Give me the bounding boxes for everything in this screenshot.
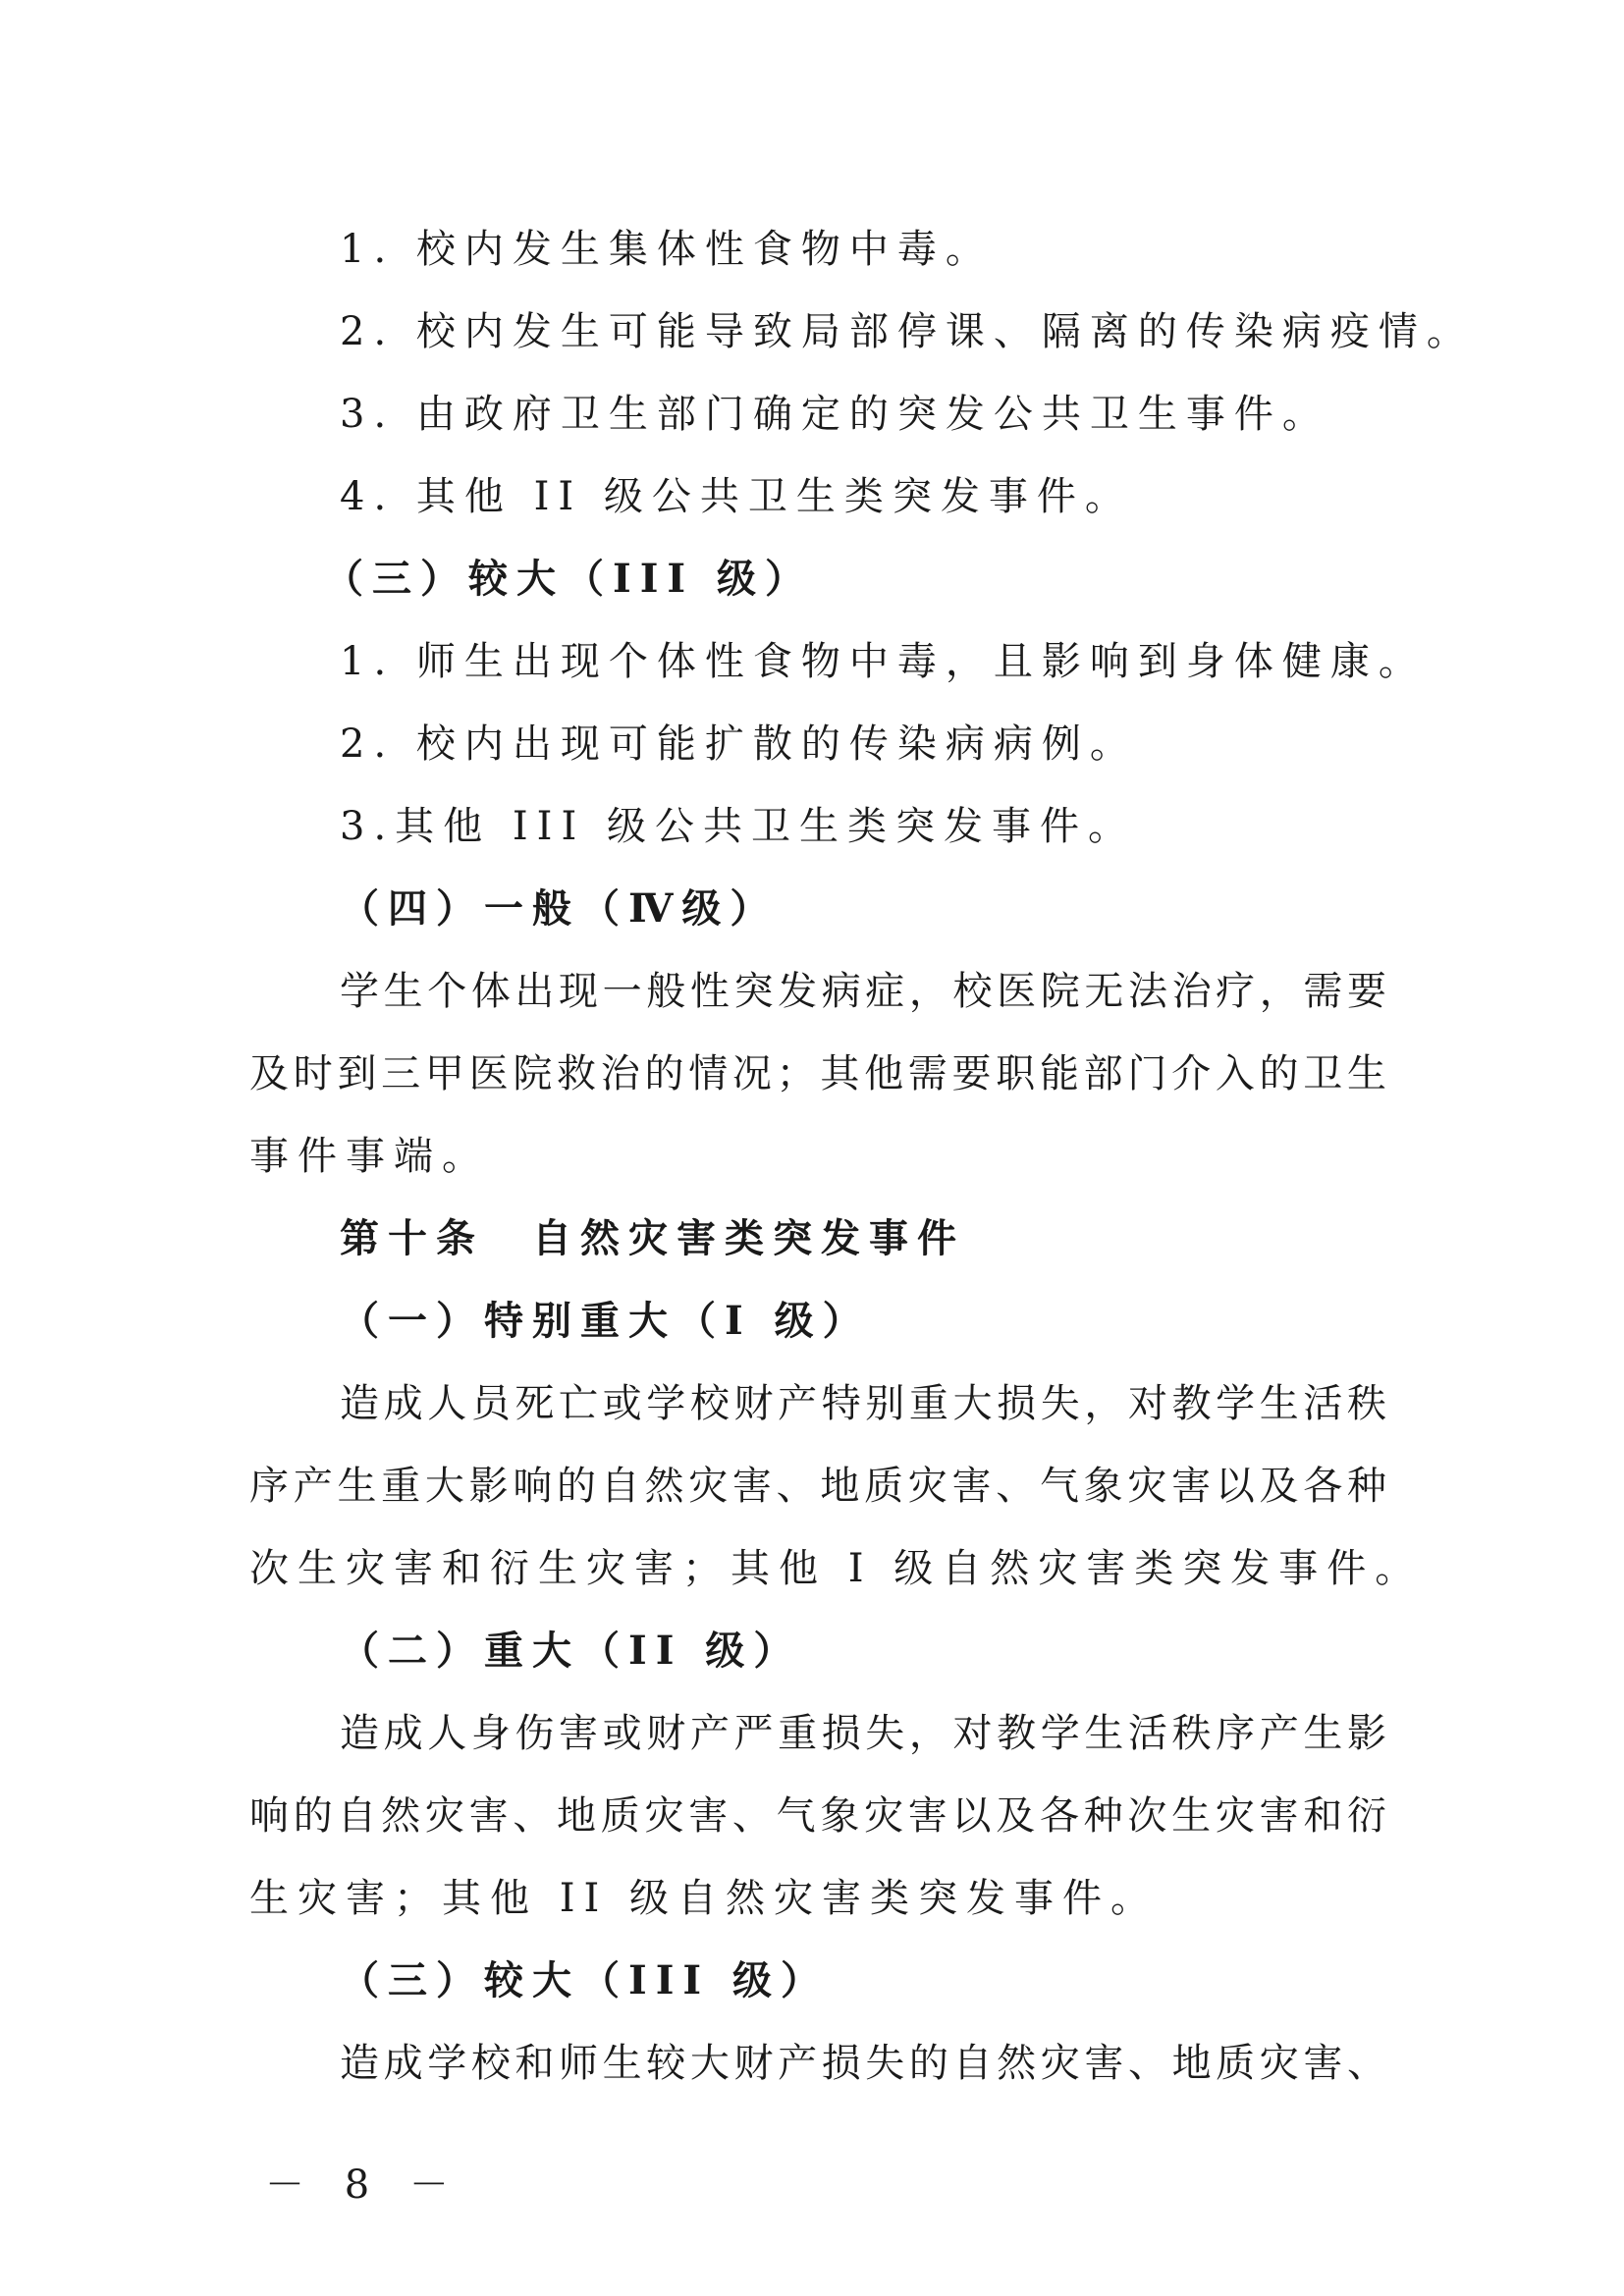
- section-heading: （三）较大（III 级）: [324, 556, 814, 602]
- paragraph-line: 及时到三甲医院救治的情况；其他需要职能部门介入的卫生: [249, 1051, 1386, 1096]
- paragraph-line: 响的自然灾害、地质灾害、气象灾害以及各种次生灾害和衍: [249, 1793, 1386, 1839]
- list-item: 3. 由政府卫生部门确定的突发公共卫生事件。: [340, 392, 1330, 437]
- section-heading: （二）重大（II 级）: [340, 1628, 802, 1674]
- paragraph-line: 学生个体出现一般性突发病症，校医院无法治疗，需要: [340, 969, 1386, 1014]
- list-item: 1. 校内发生集体性食物中毒。: [340, 227, 994, 272]
- paragraph-line: 造成人身伤害或财产严重损失，对教学生活秩序产生影: [340, 1711, 1386, 1756]
- paragraph-line: 生灾害；其他 II 级自然灾害类突发事件。: [249, 1876, 1160, 1921]
- paragraph-line: 事件事端。: [249, 1134, 490, 1179]
- list-item: 3.其他 III 级公共卫生类突发事件。: [340, 804, 1136, 849]
- section-heading: （一）特别重大（I 级）: [340, 1298, 871, 1344]
- list-item: 1. 师生出现个体性食物中毒，且影响到身体健康。: [340, 639, 1427, 684]
- paragraph-line: 次生灾害和衍生灾害；其他 I 级自然灾害类突发事件。: [249, 1546, 1424, 1591]
- list-item: 4. 其他 II 级公共卫生类突发事件。: [340, 474, 1133, 519]
- page-number: － 8 －: [265, 2163, 462, 2208]
- list-item: 2. 校内出现可能扩散的传染病病例。: [340, 721, 1138, 767]
- paragraph-line: 造成人员死亡或学校财产特别重大损失，对教学生活秩: [340, 1381, 1386, 1426]
- paragraph-line: 造成学校和师生较大财产损失的自然灾害、地质灾害、: [340, 2041, 1386, 2086]
- paragraph-line: 序产生重大影响的自然灾害、地质灾害、气象灾害以及各种: [249, 1464, 1386, 1509]
- section-heading: （三）较大（III 级）: [340, 1957, 830, 2003]
- section-heading: （四）一般（Ⅳ级）: [340, 885, 779, 932]
- article-heading: 第十条 自然灾害类突发事件: [340, 1215, 965, 1261]
- list-item: 2. 校内发生可能导致局部停课、隔离的传染病疫情。: [340, 309, 1475, 354]
